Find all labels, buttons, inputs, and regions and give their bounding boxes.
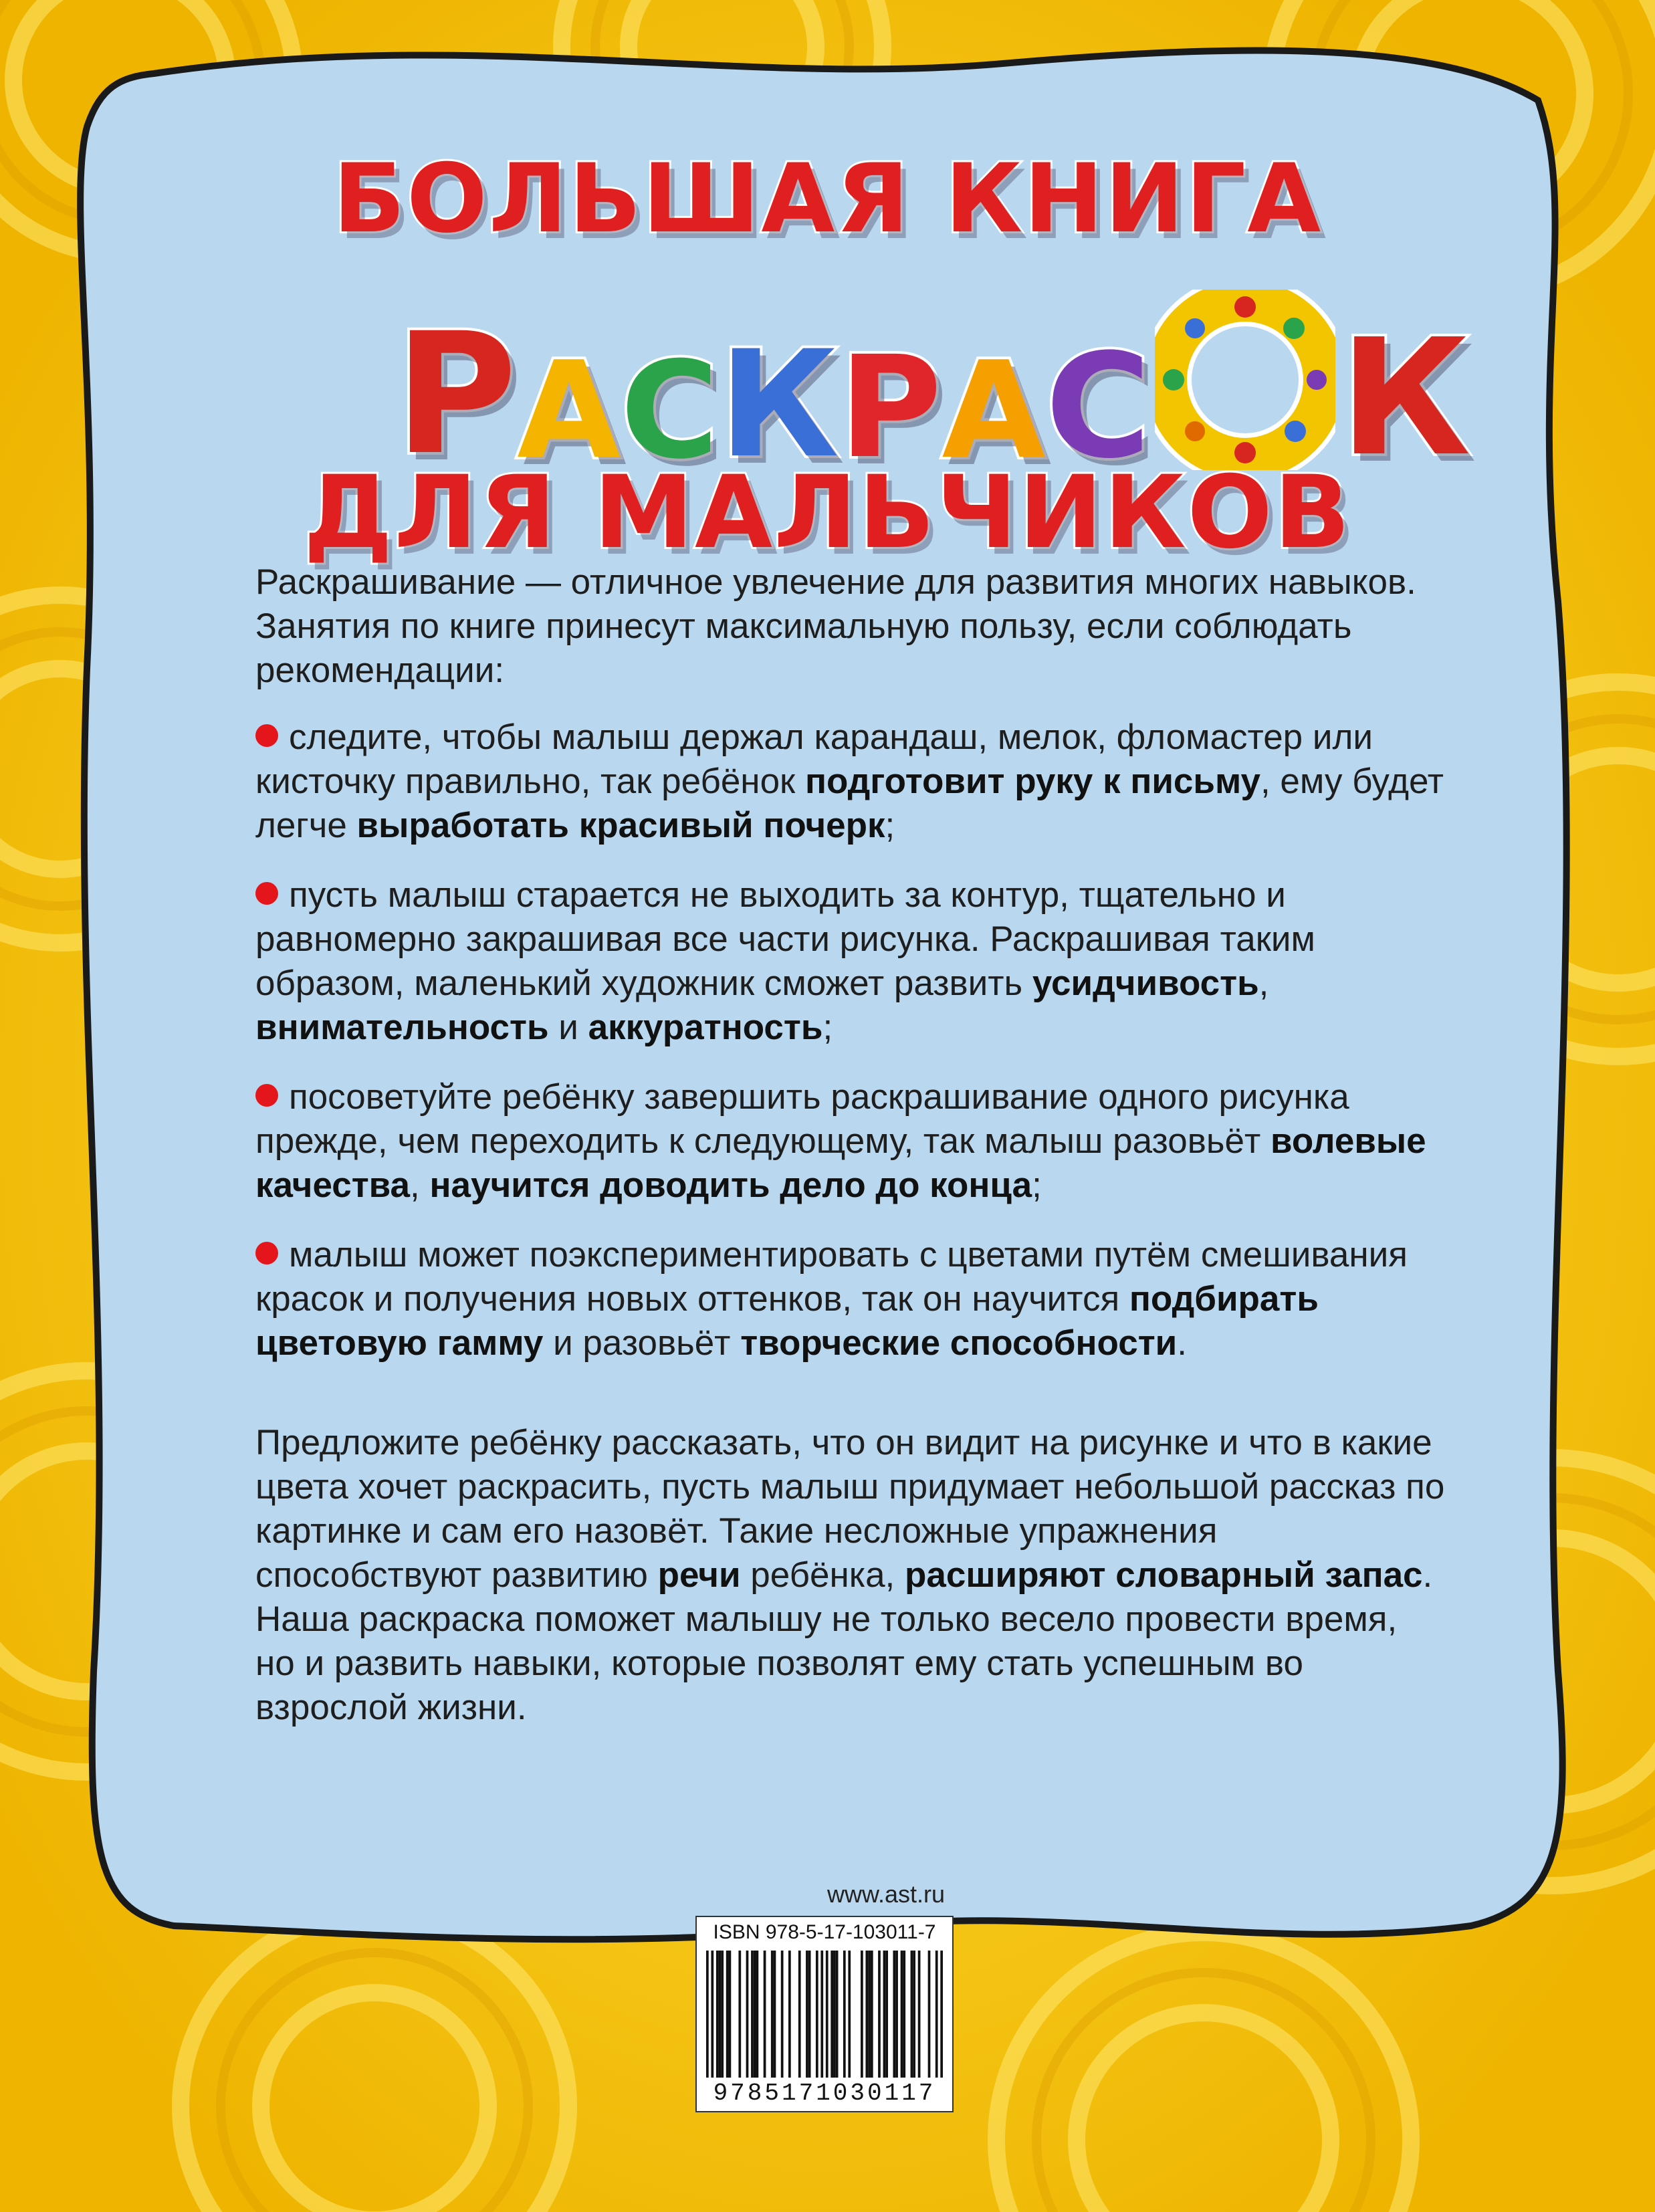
barcode-bars <box>706 1951 943 2078</box>
barcode-bar <box>806 1951 808 2078</box>
barcode-bar <box>808 1951 811 2078</box>
website-link[interactable]: www.ast.ru <box>826 1880 945 1908</box>
recommendation-item <box>255 873 1446 1050</box>
barcode-bar <box>935 1951 938 2078</box>
rich-text: посоветуйте ребёнку завершить раскрашивание одного рисунка прежде, чем переходить к следующему, так малыш разовьёт волевые качества, научится доводить дело до конца; <box>255 1077 1426 1205</box>
barcode-bar <box>911 1951 913 2078</box>
barcode-bar <box>721 1951 724 2078</box>
barcode-bar <box>826 1951 829 2078</box>
title-letter: К <box>1339 304 1471 491</box>
title-letter: А <box>942 333 1046 489</box>
title-letter: К <box>718 319 839 490</box>
rich-text: малыш может поэкспериментировать с цветами путём смешивания красок и получения новых оттенков, так он научится подбирать цветовую гамму и разовьёт творческие способности. <box>255 1235 1408 1363</box>
barcode-bar <box>940 1951 943 2078</box>
barcode-bar <box>729 1951 732 2078</box>
barcode-bar <box>918 1951 921 2078</box>
barcode-bar <box>895 1951 898 2078</box>
title-line-3: ДЛЯ МАЛЬЧИКОВ <box>303 455 1352 571</box>
barcode-bar <box>706 1951 709 2078</box>
barcode-bar <box>738 1951 741 2078</box>
barcode-bar <box>788 1951 791 2078</box>
outro-paragraph <box>255 1421 1446 1730</box>
title-letter: Р <box>395 297 518 491</box>
barcode-bar <box>831 1951 833 2078</box>
barcode-bar <box>711 1951 713 2078</box>
barcode-bar <box>868 1951 871 2078</box>
recommendation-item <box>255 1233 1446 1365</box>
title-main-word <box>395 264 1471 491</box>
barcode-bar <box>885 1951 888 2078</box>
barcode-bar <box>756 1951 759 2078</box>
rich-text: пусть малыш старается не выходить за контур, тщательно и равномерно закрашивая все части рисунка. Раскрашивая таким образом, маленький художник сможет развить усидчивость, внимательность и аккуратность; <box>255 875 1315 1047</box>
bullet-dot-icon <box>255 724 278 747</box>
intro-text: Раскрашивание — отличное увлечение для развития многих навыков. Занятия по книге принесут максимальную пользу, если соблюдать рекомендации: <box>255 562 1416 690</box>
rich-text: следите, чтобы малыш держал карандаш, мелок, фломастер или кисточку правильно, так ребёнок подготовит руку к письму, ему будет легче выработать красивый почерк; <box>255 717 1444 845</box>
barcode-bar <box>861 1951 863 2078</box>
barcode-bar <box>843 1951 846 2078</box>
barcode-bar <box>771 1951 774 2078</box>
ean-digits: 9785171030117 <box>713 2080 936 2107</box>
isbn-label: ISBN 978-5-17-103011-7 <box>713 1921 936 1943</box>
barcode-bar <box>816 1951 818 2078</box>
barcode-bar <box>913 1951 915 2078</box>
barcode-bar <box>746 1951 749 2078</box>
barcode-bar <box>820 1951 823 2078</box>
bullet-dot-icon <box>255 1242 278 1264</box>
title-letter: Р <box>839 326 942 489</box>
title-line-1: БОЛЬШАЯ КНИГА <box>332 144 1323 254</box>
barcode-bar <box>878 1951 881 2078</box>
barcode-bar <box>871 1951 873 2078</box>
barcode-bar <box>774 1951 776 2078</box>
intro-paragraph <box>255 560 1446 693</box>
title-letter: С <box>1045 322 1151 490</box>
barcode-bar <box>903 1951 905 2078</box>
barcode-bar <box>848 1951 851 2078</box>
barcode-bar <box>781 1951 784 2078</box>
barcode-bar <box>833 1951 836 2078</box>
barcode-bar <box>716 1951 719 2078</box>
barcode-bar <box>751 1951 754 2078</box>
barcode-bar <box>893 1951 895 2078</box>
barcode <box>695 1916 954 2112</box>
recommendation-item <box>255 715 1446 848</box>
barcode-bar <box>836 1951 839 2078</box>
barcode-bar <box>865 1951 868 2078</box>
title-letter: А <box>517 333 621 489</box>
barcode-bar <box>883 1951 886 2078</box>
barcode-bar <box>928 1951 931 2078</box>
barcode-bar <box>798 1951 801 2078</box>
title-letter: С <box>621 333 719 489</box>
barcode-bar <box>726 1951 729 2078</box>
bullet-dot-icon <box>255 882 278 905</box>
barcode-bar <box>719 1951 722 2078</box>
barcode-bar <box>901 1951 903 2078</box>
recommendation-item <box>255 1075 1446 1208</box>
barcode-bar <box>764 1951 766 2078</box>
recommendations-list <box>255 715 1446 1391</box>
paint-palette-icon <box>1155 290 1335 470</box>
barcode-bar <box>754 1951 756 2078</box>
rich-text: Предложите ребёнку рассказать, что он видит на рисунке и что в какие цвета хочет раскрасить, пусть малыш придумает небольшой рассказ по картинке и сам его назовёт. Такие несложные упражнения способствуют развитию речи ребёнка, расширяют словарный запас. Наша раскраска поможет малышу не только весело провести время, но и развить навыки, которые позволят ему стать успешным во взрослой жизни. <box>255 1423 1445 1727</box>
bullet-dot-icon <box>255 1084 278 1107</box>
